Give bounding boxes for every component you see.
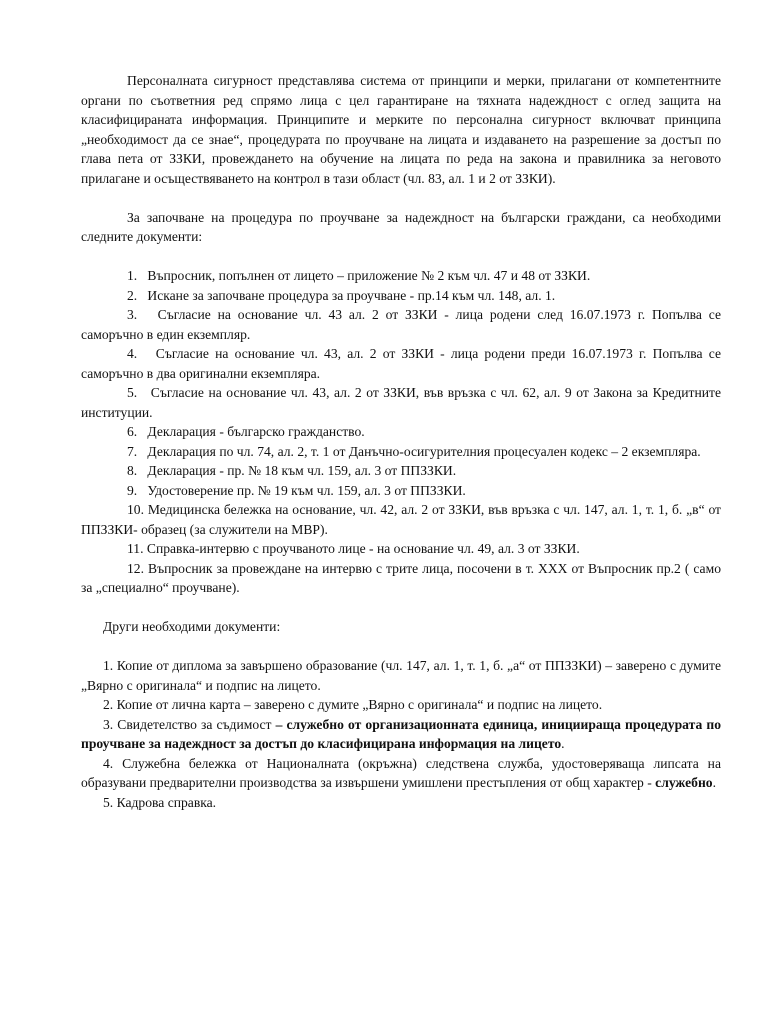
spacer xyxy=(81,637,721,657)
required-documents-list xyxy=(81,266,721,598)
spacer xyxy=(81,188,721,208)
list-item: 10. Медицинска бележка на основание, чл. 42, ал. 2 от ЗЗКИ, във връзка с чл. 147, ал. 1, т. 1, б. „в“ от ППЗЗКИ- образец (за служители на МВР). xyxy=(81,502,721,537)
item-text: 4. Служебна бележка от Националната (окръжна) следствена служба, удостоверяваща липсата на образувани предварителни производства за извършени умишлени престъпления от общ характер - xyxy=(81,755,721,790)
documents-heading: За започване на процедура по проучване за надеждност на български граждани, са необходими следните документи: xyxy=(81,209,721,244)
list-item: 8. Декларация - пр. № 18 към чл. 159, ал. 3 от ППЗЗКИ. xyxy=(127,463,457,478)
list-item: 12. Въпросник за провеждане на интервю с трите лица, посочени в т. ХХХ от Въпросник пр.2 ( само за „специално“ проучване). xyxy=(81,560,721,595)
spacer xyxy=(81,598,721,618)
list-item: 2. Искане за започване процедура за проучване - пр.14 към чл. 148, ал. 1. xyxy=(127,287,556,303)
document-page xyxy=(81,71,721,812)
item-bold-text: – служебно от организационната единица, инициираща процедурата по проучване за надеждност за достъп до класифицирана информация на лицето xyxy=(81,716,721,751)
list-item: 1. Въпросник, попълнен от лицето – приложение № 2 към чл. 47 и 48 от ЗЗКИ. xyxy=(127,268,591,283)
list-item: 5. Кадрова справка. xyxy=(103,794,217,810)
list-item xyxy=(81,715,721,754)
list-item: 4. Съгласие на основание чл. 43, ал. 2 от ЗЗКИ - лица родени преди 16.07.1973 г. Попълва се саморъчно в два оригинални екземпляра. xyxy=(81,346,721,381)
list-item: 3. Съгласие на основание чл. 43 ал. 2 от ЗЗКИ - лица родени след 16.07.1973 г. Попълва се саморъчно в един екземпляр. xyxy=(81,307,721,342)
list-item: 7. Декларация по чл. 74, ал. 2, т. 1 от Данъчно-осигурителния процесуален кодекс – 2 екземпляра. xyxy=(127,443,701,459)
list-item xyxy=(81,754,721,793)
other-documents-list xyxy=(81,656,721,812)
item-bold-text: служебно xyxy=(655,775,713,790)
list-item: 6. Декларация - българско гражданство. xyxy=(127,424,365,439)
item-text: 3. Свидетелство за съдимост xyxy=(103,716,276,732)
spacer xyxy=(81,247,721,267)
intro-paragraph: Персоналната сигурност представлява система от принципи и мерки, прилагани от компетентните органи по съответния ред спрямо лица с цел гарантиране на тяхната надеждност с оглед защита на класифицираната информация. Принципите и мерките по персонална сигурност включват принципа „необходимост да се знае“, процедурата по проучване на лицата и издаването на разрешение за достъп по глава пета от ЗЗКИ, провеждането на обучение на лицата по реда на закона и правилника за неговото прилагане и осъществяването на контрол в тази област (чл. 83, ал. 1 и 2 от ЗЗКИ). xyxy=(81,73,721,186)
item-text: . xyxy=(712,775,716,790)
list-item: 11. Справка-интервю с проучваното лице - на основание чл. 49, ал. 3 от ЗЗКИ. xyxy=(127,541,580,556)
list-item: 9. Удостоверение пр. № 19 към чл. 159, ал. 3 от ППЗЗКИ. xyxy=(127,482,466,498)
list-item: 1. Копие от диплома за завършено образование (чл. 147, ал. 1, т. 1, б. „а“ от ППЗЗКИ) – заверено с думите „Вярно с оригинала“ и подпис на лицето. xyxy=(81,658,721,693)
item-text: . xyxy=(561,736,565,751)
list-item: 5. Съгласие на основание чл. 43, ал. 2 от ЗЗКИ, във връзка с чл. 62, ал. 9 от Закона за Кредитните институции. xyxy=(81,385,721,420)
other-documents-heading: Други необходими документи: xyxy=(103,619,281,634)
list-item: 2. Копие от лична карта – заверено с думите „Вярно с оригинала“ и подпис на лицето. xyxy=(103,697,603,712)
